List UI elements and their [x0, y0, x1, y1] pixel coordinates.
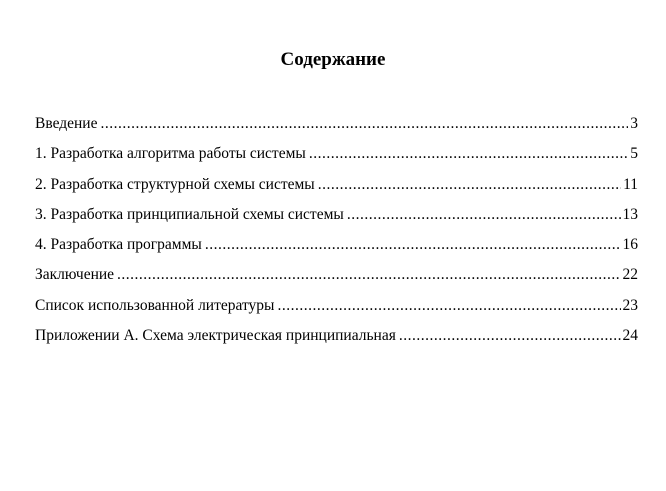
toc-entry-label: Приложении А. Схема электрическая принципиальная: [35, 327, 396, 345]
toc-entry-label: 4. Разработка программы: [35, 236, 202, 254]
toc-entry-conclusion: [35, 265, 638, 295]
toc-entry-label: Список использованной литературы: [35, 296, 275, 314]
toc-entry-references: [35, 296, 638, 326]
toc-page-number: 13: [622, 205, 638, 223]
toc-page-number: 16: [622, 236, 638, 254]
dot-leader: [318, 175, 621, 195]
toc-entry-program: [35, 235, 638, 265]
toc-page-number: 5: [630, 145, 638, 163]
toc-entry-label: Заключение: [35, 266, 115, 284]
toc-entry-label: 2. Разработка структурной схемы системы: [35, 175, 315, 193]
dot-leader: [117, 265, 620, 285]
toc-page-number: 11: [623, 175, 638, 193]
toc-page-number: 24: [622, 327, 638, 345]
toc-entry-label: Введение: [35, 115, 98, 132]
table-of-contents: [35, 114, 638, 356]
toc-entry-appendix-a: [35, 326, 638, 356]
dot-leader: [205, 235, 621, 255]
dot-leader: [100, 114, 628, 134]
toc-page-number: 3: [630, 115, 638, 132]
page-title: Содержание: [280, 49, 386, 70]
dot-leader: [399, 326, 621, 346]
toc-entry-algorithm: [35, 144, 638, 174]
dot-leader: [347, 205, 621, 225]
toc-page-number: 23: [622, 296, 638, 314]
toc-entry-structural-scheme: [35, 175, 638, 205]
toc-page-number: 22: [622, 266, 638, 284]
dot-leader: [309, 144, 628, 164]
toc-entry-label: 3. Разработка принципиальной схемы системы: [35, 205, 344, 223]
dot-leader: [277, 296, 620, 316]
toc-entry-introduction: [35, 114, 638, 144]
toc-entry-label: 1. Разработка алгоритма работы системы: [35, 145, 306, 163]
toc-entry-schematic: [35, 205, 638, 235]
